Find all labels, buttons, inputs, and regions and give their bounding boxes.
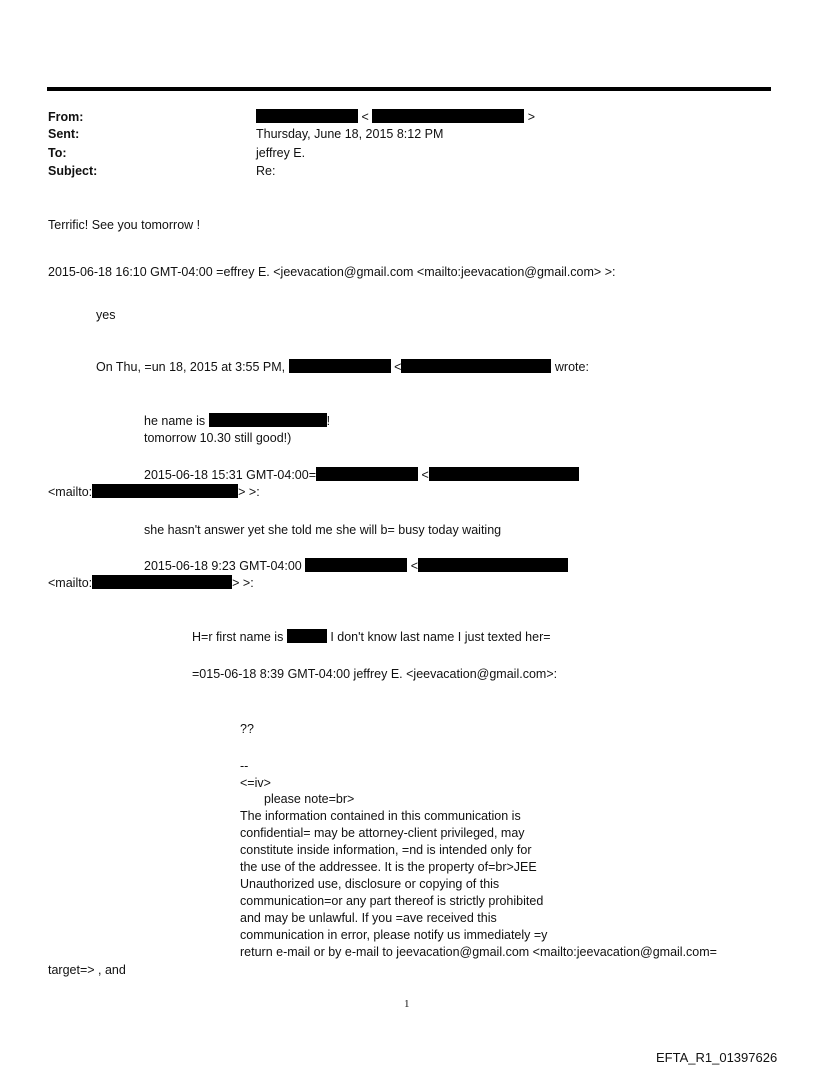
disclaimer-line: and may be unlawful. If you =ave received this [240,911,497,925]
q1-prefix: 2015-06-18 15:31 GMT-04:00= [144,468,316,482]
from-label: From: [48,110,84,124]
q2-mailto: <mailto: [48,576,93,590]
disclaimer-line: communication in error, please notify us immediately =y [240,928,548,942]
on-thu-prefix: On Thu, =un 18, 2015 at 3:55 PM, [96,360,286,374]
q2-mailto-line [48,575,254,591]
quote-header-1: 2015-06-18 16:10 GMT-04:00 =effrey E. <jeevacation@gmail.com <mailto:jeevacation@gmail.com> >: [48,265,616,279]
redaction-bar [256,109,358,123]
name-prefix: he name is [144,414,206,428]
redaction-bar [287,629,327,643]
quote-header-2 [144,467,579,483]
to-value: jeffrey E. [256,146,306,160]
first-name-prefix: H=r first name is [192,630,284,644]
redaction-bar [429,467,579,481]
sent-label: Sent: [48,127,80,141]
tomorrow-line: tomorrow 10.30 still good!) [144,431,292,445]
hasnt-answer-line: she hasn't answer yet she told me she will b= busy today waiting [144,523,502,537]
disclaimer-line: the use of the addressee. It is the property of=br>JEE [240,860,537,874]
subject-label: Subject: [48,164,98,178]
reply-line: Terrific! See you tomorrow ! [48,218,201,232]
from-gt: > [527,110,536,124]
signature-dashes: -- [240,759,249,773]
q1-mailto-end: > >: [238,485,260,499]
disclaimer-line: constitute inside information, =nd is intended only for [240,843,532,857]
document-id: EFTA_R1_01397626 [656,1050,778,1065]
redaction-bar [209,413,327,427]
disclaimer-line: The information contained in this communication is [240,809,521,823]
quote-header-3 [144,558,568,574]
redaction-bar [92,484,238,498]
redaction-bar [289,359,391,373]
q2-prefix: 2015-06-18 9:23 GMT-04:00 [144,559,302,573]
redaction-bar [305,558,407,572]
redaction-bar [316,467,418,481]
disclaimer-line: confidential= may be attorney-client privileged, may [240,826,525,840]
yes-line: yes [96,308,116,322]
name-suffix: ! [326,414,331,428]
to-label: To: [48,146,67,160]
sent-value: Thursday, June 18, 2015 8:12 PM [256,127,444,141]
redaction-bar [401,359,551,373]
please-note: please note=br> [264,792,355,806]
question-marks: ?? [240,722,254,736]
redaction-bar [372,109,524,123]
q1-mailto: <mailto: [48,485,93,499]
header-rule [47,87,771,91]
q2-mailto-end: > >: [232,576,254,590]
subject-value: Re: [256,164,276,178]
from-lt: < [361,110,369,124]
redaction-bar [418,558,568,572]
name-line [144,413,330,429]
q1-lt: < [421,468,429,482]
first-name-line [192,629,551,645]
on-thu-lt: < [394,360,402,374]
from-value [256,109,535,125]
disclaimer-line: return e-mail or by e-mail to jeevacation@gmail.com <mailto:jeevacation@gmail.com= [240,945,717,959]
redaction-bar [92,575,232,589]
disclaimer-line: Unauthorized use, disclosure or copying of this [240,877,500,891]
target-line: target=> , and [48,963,126,977]
page-number: 1 [404,998,410,1010]
on-thu-line [96,359,589,375]
q1-mailto-line [48,484,260,500]
disclaimer-line: communication=or any part thereof is strictly prohibited [240,894,544,908]
first-name-suffix: I don't know last name I just texted her= [330,630,551,644]
on-thu-wrote: wrote: [554,360,589,374]
quote-header-4: =015-06-18 8:39 GMT-04:00 jeffrey E. <jeevacation@gmail.com>: [192,667,558,681]
q2-lt: < [410,559,419,573]
iv-tag: <=iv> [240,776,271,790]
